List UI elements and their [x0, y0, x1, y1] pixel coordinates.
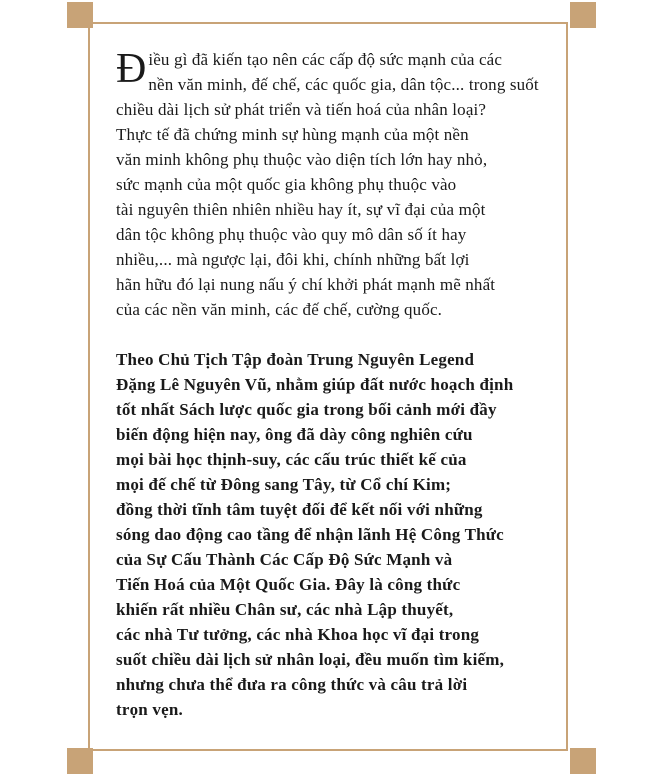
text-line: Tiến Hoá của Một Quốc Gia. Đây là công thức [116, 575, 461, 594]
text-line: chiều dài lịch sử phát triển và tiến hoá của nhân loại? [116, 100, 487, 119]
corner-ornament-top-left [67, 2, 93, 28]
corner-ornament-bottom-right [570, 748, 596, 774]
text-line: sóng dao động cao tầng để nhận lãnh Hệ Công Thức [116, 525, 504, 544]
text-line: tốt nhất Sách lược quốc gia trong bối cảnh mới đầy [116, 400, 497, 419]
text-line: iều gì đã kiến tạo nên các cấp độ sức mạnh của các [148, 50, 503, 69]
corner-ornament-bottom-left [67, 748, 93, 774]
drop-cap: Đ [116, 46, 147, 92]
text-line: mọi đế chế từ Đông sang Tây, từ Cổ chí Kim; [116, 475, 452, 494]
text-line: sức mạnh của một quốc gia không phụ thuộc vào [116, 175, 457, 194]
text-line: đồng thời tĩnh tâm tuyệt đối để kết nối với những [116, 500, 483, 519]
text-line: văn minh không phụ thuộc vào diện tích lớn hay nhỏ, [116, 150, 488, 169]
body-text [116, 47, 566, 722]
text-line: trọn vẹn. [116, 700, 183, 719]
text-line: của các nền văn minh, các đế chế, cường quốc. [116, 300, 443, 319]
paragraph-intro [116, 47, 566, 322]
text-line: tài nguyên thiên nhiên nhiều hay ít, sự vĩ đại của một [116, 200, 486, 219]
text-line: nhiều,... mà ngược lại, đôi khi, chính những bất lợi [116, 250, 470, 269]
paragraph-bold [116, 347, 566, 722]
text-line: dân tộc không phụ thuộc vào quy mô dân số ít hay [116, 225, 467, 244]
text-line: nhưng chưa thể đưa ra công thức và câu trả lời [116, 675, 468, 694]
text-line: Thực tế đã chứng minh sự hùng mạnh của một nền [116, 125, 469, 144]
text-line: suốt chiều dài lịch sử nhân loại, đều muốn tìm kiếm, [116, 650, 505, 669]
text-line: hãn hữu đó lại nung nấu ý chí khởi phát mạnh mẽ nhất [116, 275, 496, 294]
text-line: mọi bài học thịnh-suy, các cấu trúc thiết kế của [116, 450, 467, 469]
text-line: của Sự Cấu Thành Các Cấp Độ Sức Mạnh và [116, 550, 453, 569]
text-line: khiến rất nhiều Chân sư, các nhà Lập thuyết, [116, 600, 454, 619]
text-line: nền văn minh, đế chế, các quốc gia, dân tộc... trong suốt [148, 75, 539, 94]
text-line: các nhà Tư tưởng, các nhà Khoa học vĩ đại trong [116, 625, 480, 644]
corner-ornament-top-right [570, 2, 596, 28]
text-line: Đặng Lê Nguyên Vũ, nhằm giúp đất nước hoạch định [116, 375, 514, 394]
text-line: biến động hiện nay, ông đã dày công nghiên cứu [116, 425, 473, 444]
text-line: Theo Chủ Tịch Tập đoàn Trung Nguyên Legend [116, 350, 475, 369]
